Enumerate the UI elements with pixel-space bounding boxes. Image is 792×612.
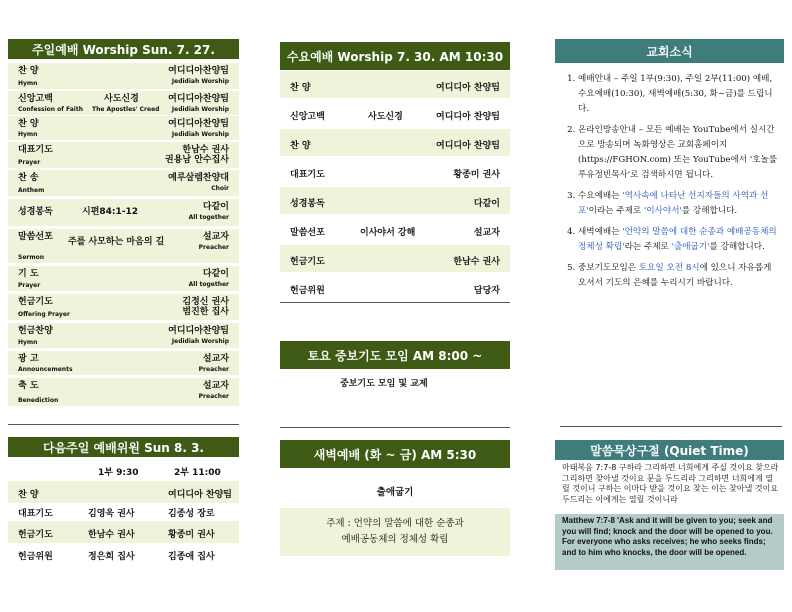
item-title: 찬 송 (18, 173, 39, 183)
item-title: 기 도 (18, 269, 39, 279)
item-subtitle: Prayer (18, 282, 41, 289)
role-title: 헌금기도 (18, 530, 53, 540)
news-item (578, 72, 782, 117)
news-highlight: 토요일 오전 8시 (638, 263, 700, 273)
item-leader: 여디디아찬양팀 (168, 326, 229, 336)
news-text: 수요예배는 (578, 191, 623, 201)
service2-label: 2부 11:00 (174, 468, 221, 478)
dawn-worship-header (280, 440, 510, 468)
quiet-time-korean: 마태복음 7:7-8 구하라 그리하면 너희에게 주실 것이요 찾으라 그리하면 찾아낼 것이요 문을 두드리라 그리하면 너희에게 열릴 것이니 구하는 이마다 받을 것이요 찾는 이는 찾아낼 것이요 두드리는 이에게는 열릴 것이니라 (562, 463, 779, 504)
item-leader-sub: Jedidiah Worship (171, 338, 229, 345)
item-leader-sub: Preacher (198, 366, 229, 373)
dawn-worship-title: 새벽예배 (화 ~ 금) AM 5:30 (313, 447, 477, 462)
news-text: 라는 주제로 (624, 242, 672, 252)
item-detail: 사도신경 (368, 112, 403, 122)
item-leader: 여디디아 찬양팀 (436, 112, 500, 122)
item-leader-sub: Preacher (198, 393, 229, 400)
sunday-row (8, 351, 239, 375)
sunday-worship-title: 주일예배 Worship Sun. 7. 27. (32, 42, 215, 57)
item-title: 축 도 (18, 381, 39, 391)
item-title: 성경봉독 (18, 207, 53, 217)
item-leader: 황종미 권사 (453, 170, 500, 180)
next-week-header (8, 437, 239, 457)
item-title: 헌금기도 (290, 257, 325, 267)
wednesday-row (280, 216, 510, 243)
item-leader: 여디디아 찬양팀 (436, 141, 500, 151)
item-leader: 여디디아찬양팀 (168, 94, 229, 104)
divider (8, 424, 239, 425)
item-title: 광 고 (18, 354, 39, 364)
next-week-title: 다음주일 예배위원 Sun 8. 3. (43, 440, 204, 455)
dawn-theme-line1: 주제 : 언약의 말씀에 대한 순종과 (326, 518, 464, 529)
news-text: 를 강해합니다. (709, 242, 765, 252)
item-leader: 여디디아찬양팀 (168, 119, 229, 129)
sunday-row (8, 199, 239, 226)
item-leader: 다같이 (202, 202, 229, 212)
item-title: 헌금위원 (290, 286, 325, 296)
next-week-row (8, 500, 239, 522)
item-leader: 설교자 (202, 381, 229, 391)
wednesday-row (280, 187, 510, 214)
item-title: 대표기도 (18, 145, 53, 155)
dawn-theme-line2: 예배공동체의 정체성 확립 (341, 534, 449, 545)
item-title: 신앙고백 (18, 94, 53, 104)
item-subtitle: Offering Prayer (18, 311, 70, 318)
item-leader-sub: Jedidiah Worship (171, 78, 229, 85)
service1-label: 1부 9:30 (98, 468, 139, 478)
item-subtitle: Sermon (18, 254, 44, 261)
service2-person: 김종성 장로 (168, 509, 215, 519)
sunday-worship-header (8, 39, 239, 59)
saturday-prayer-title: 토요 중보기도 모임 AM 8:00 ~ (307, 348, 483, 363)
service1-person: 한남수 권사 (88, 530, 135, 540)
service1-person: 김영욱 권사 (88, 509, 135, 519)
sunday-row (8, 294, 239, 320)
news-item (578, 189, 782, 219)
sunday-row (8, 142, 239, 168)
item-leader-sub: Jedidiah Worship (171, 106, 229, 113)
quiet-time-english: Matthew 7:7-8 'Ask and it will be given to you; seek and you will find; knock and the door will be opened to you. For everyone who asks receives; he who seeks finds; and to him who knocks, the door will be opened. (562, 516, 773, 557)
item-leader: 설교자 (202, 354, 229, 364)
news-text: 예배안내 – 주일 1부(9:30), 주일 2부(11:00) 예배, 수요예배(10:30), 새벽예배(5:30, 화~금)를 드립니다. (578, 74, 773, 114)
news-header (555, 39, 784, 63)
item-detail: 시편84:1-12 (82, 207, 139, 217)
item-subtitle: Prayer (18, 159, 41, 166)
wednesday-worship-title: 수요예배 Worship 7. 30. AM 10:30 (286, 49, 504, 64)
item-detail-sub: The Apostles' Creed (92, 106, 160, 113)
item-title: 헌금찬양 (18, 326, 53, 336)
item-detail: 사도신경 (104, 94, 139, 104)
item-subtitle: Hymn (18, 80, 38, 87)
wednesday-row (280, 274, 510, 301)
saturday-prayer-text: 중보기도 모임 및 교제 (340, 379, 428, 389)
wednesday-row (280, 245, 510, 272)
item-title: 신앙고백 (290, 112, 325, 122)
dawn-book: 출애굽기 (376, 487, 414, 498)
quiet-time-english-box (555, 514, 784, 570)
quiet-time-header (555, 440, 784, 460)
item-leader-sub: 권용남 안수집사 (165, 155, 229, 165)
divider (560, 426, 782, 427)
sunday-row (8, 378, 239, 406)
sunday-row (8, 323, 239, 348)
item-title: 찬 양 (290, 83, 311, 93)
news-text: 중보기도모임은 (578, 263, 639, 273)
item-title: 찬 양 (290, 141, 311, 151)
item-leader: 다같이 (202, 269, 229, 279)
role-title: 대표기도 (18, 509, 53, 519)
service2-person: 여디디아 찬양팀 (168, 490, 232, 500)
news-highlight: '출애굽기' (671, 242, 710, 252)
wednesday-row (280, 100, 510, 127)
item-title: 말씀선포 (18, 232, 53, 242)
item-leader: 여디디아 찬양팀 (436, 83, 500, 93)
wednesday-row (280, 129, 510, 156)
item-title: 찬 양 (18, 119, 39, 129)
news-text: 온라인방송안내 – 모든 예배는 YouTube에서 실시간으로 방송되며 녹화영상은 교회홈페이지(https://FGHON.com) 또는 YouTube에서 '호놀룰루유정빈목사'로 검색하시면 됩니다. (578, 125, 778, 180)
news-text: 새벽예배는 (578, 227, 623, 237)
news-text: 에 있으니 자유롭게 오셔서 기도의 은혜를 누리시기 바랍니다. (578, 263, 772, 288)
saturday-prayer-header (280, 341, 510, 369)
item-title: 말씀선포 (290, 228, 325, 238)
item-detail: 주를 사모하는 마음의 길 (68, 237, 165, 247)
item-subtitle: Announcements (18, 366, 73, 373)
news-list (560, 72, 782, 297)
news-highlight: '역사속에 나타난 선지자들의 사역과 선포' (578, 191, 769, 216)
sunday-row (8, 229, 239, 263)
service2-person: 황종미 권사 (168, 530, 215, 540)
item-title: 헌금기도 (18, 297, 53, 307)
sunday-row (8, 116, 239, 140)
item-subtitle: Hymn (18, 131, 38, 138)
divider (280, 302, 510, 303)
item-leader-sub: Choir (211, 185, 229, 192)
item-leader: 담당자 (473, 286, 500, 296)
wednesday-row (280, 158, 510, 185)
news-text: 를 강해합니다. (681, 206, 738, 216)
item-leader: 한남수 권사 (182, 145, 229, 155)
news-item (578, 225, 782, 255)
service1-person: 정은희 집사 (88, 552, 135, 562)
news-text: 이라는 주제로 (588, 206, 644, 216)
item-leader-sub: Preacher (198, 244, 229, 251)
sunday-row (8, 266, 239, 291)
item-subtitle: Anthem (18, 187, 45, 194)
item-leader: 설교자 (473, 228, 500, 238)
news-title: 교회소식 (646, 44, 693, 59)
item-leader-sub: Jedidiah Worship (171, 131, 229, 138)
divider (280, 427, 510, 428)
item-detail: 이사야서 강해 (360, 228, 416, 238)
wednesday-row (280, 71, 510, 98)
dawn-theme-box (280, 508, 510, 556)
item-subtitle: Hymn (18, 339, 38, 346)
quiet-time-title: 말씀묵상구절 (Quiet Time) (590, 443, 749, 458)
item-subtitle: Confession of Faith (18, 106, 83, 113)
item-title: 대표기도 (290, 170, 325, 180)
wednesday-worship-header (280, 42, 510, 70)
item-leader: 한남수 권사 (453, 257, 500, 267)
service2-person: 김종애 집사 (168, 552, 215, 562)
next-week-row (8, 521, 239, 543)
item-leader: 다같이 (473, 199, 500, 209)
sunday-row (8, 91, 239, 115)
item-leader: 예루살렘찬양대 (168, 173, 229, 183)
item-subtitle: Benediction (18, 397, 59, 404)
item-leader: 여디디아찬양팀 (168, 66, 229, 76)
role-title: 헌금위원 (18, 552, 53, 562)
news-item (578, 261, 782, 291)
item-leader-sub: All together (188, 281, 229, 288)
role-title: 찬 양 (18, 490, 39, 500)
sunday-row (8, 170, 239, 196)
news-item (578, 123, 782, 183)
item-title: 찬 양 (18, 66, 39, 76)
next-week-col-headers (8, 459, 239, 481)
news-highlight: '이사야서' (643, 206, 682, 216)
item-leader: 김정신 권사 (182, 297, 229, 307)
item-title: 성경봉독 (290, 199, 325, 209)
item-leader: 설교자 (202, 232, 229, 242)
next-week-row (8, 543, 239, 565)
item-leader-sub: All together (188, 214, 229, 221)
sunday-row (8, 63, 239, 89)
news-highlight: '언약의 말씀에 대한 순종과 예배공동체의 정체성 확립' (578, 227, 777, 252)
item-leader-sub: 범진한 집사 (182, 307, 229, 317)
